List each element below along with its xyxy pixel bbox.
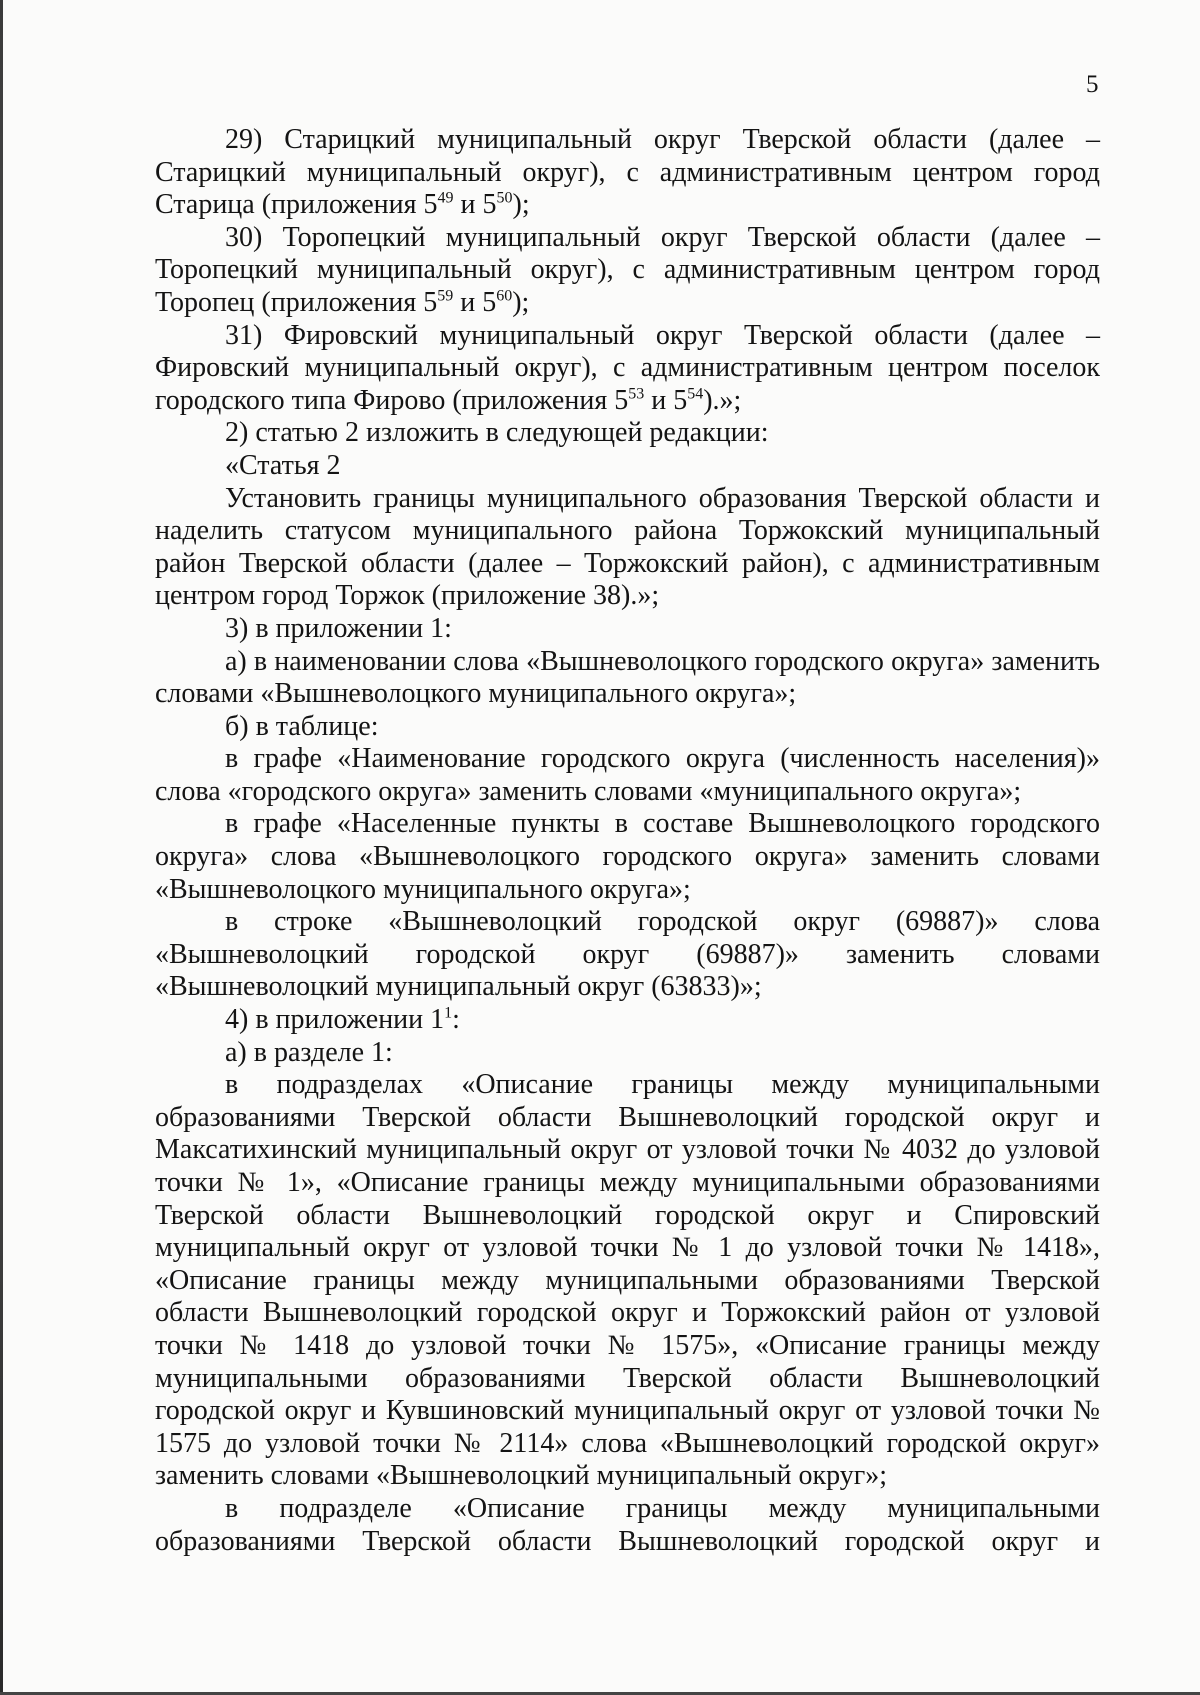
appendix-1-item-a: а) в наименовании слова «Вышневолоцкого городского округа» заменить словами «Вышневолоцкого муниципального округа»; — [155, 645, 1100, 710]
appendix-1-1-section-1: а) в разделе 1: — [225, 1036, 393, 1068]
appendix-1-intro: 3) в приложении 1: — [225, 612, 452, 644]
article-2-body: Установить границы муниципального образования Тверской области и наделить статусом муниципального района Торжокский муниципальный район Тверской области (далее – Торжокский район), с административным центром город Торжок (приложение 38).»; — [155, 482, 1100, 612]
appendix-1-1-intro: 4) в приложении $1^1$: — [225, 1004, 460, 1036]
appendix-1-table-column-name: в графе «Наименование городского округа (численность населения)» слова «городского округа» заменить словами «муниципального округа»; — [155, 743, 1100, 807]
article-2-title: «Статья 2 — [225, 449, 341, 481]
appendix-1-1-subsections: в подразделах «Описание границы между муниципальными образованиями Тверской области Вышневолоцкий городской округ и Максатихинский муниципальный округ от узловой точки № 4032 до узловой точки № 1», «Описание границы между муниципальными образованиями Тверской области Вышневолоцкий городской округ и Спировский муниципальный округ от узловой точки № 1 до узловой точки № 1418», «Описание границы между муниципальными образованиями Тверской области Вышневолоцкий городской округ и Торжокский район от узловой точки № 1418 до узловой точки № 1575», «Описание границы между муниципальными образованиями Тверской области Вышневолоцкий городской округ и Кувшиновский муниципальный округ от узловой точки № 1575 до узловой точки № 2114» слова «Вышневолоцкий городской округ» заменить словами «Вышневолоцкий муниципальный округ»; — [155, 1069, 1100, 1492]
appendix-1-1-subsection: в подразделе «Описание границы между муниципальными образованиями Тверской области Вышневолоцкий городской округ и — [155, 1492, 1100, 1557]
appendix-1-table-column-settlements: в графе «Населенные пункты в составе Вышневолоцкого городского округа» слова «Вышневолоцкого городского округа» заменить словами «Вышневолоцкого муниципального округа»; — [155, 808, 1100, 905]
appendix-1-table-row: в строке «Вышневолоцкий городской округ (69887)» слова «Вышневолоцкий городской округ (69887)» заменить словами «Вышневолоцкий муниципальный округ (63833)»; — [155, 906, 1100, 1003]
item-29-staritsky: 29) Старицкий муниципальный округ Тверской области (далее – Старицкий муниципальный округ), с административным центром город Старица (приложения $5^{49}$ и $5^{50}$); — [155, 124, 1100, 221]
scan-left-edge — [0, 0, 3, 1695]
item-31-firovsky: 31) Фировский муниципальный округ Тверской области (далее – Фировский муниципальный округ), с административным центром поселок городского типа Фирово (приложения $5^{53}$ и $5^{54}$).»; — [155, 319, 1100, 416]
document-body — [155, 124, 1100, 1558]
item-30-toropetsky: 30) Торопецкий муниципальный округ Тверской области (далее – Торопецкий муниципальный округ), с административным центром город Торопец (приложения $5^{59}$ и $5^{60}$); — [155, 221, 1100, 318]
appendix-1-item-b: б) в таблице: — [225, 710, 379, 742]
page-number: 5 — [1086, 71, 1099, 98]
article-2-intro: 2) статью 2 изложить в следующей редакции: — [225, 417, 769, 449]
